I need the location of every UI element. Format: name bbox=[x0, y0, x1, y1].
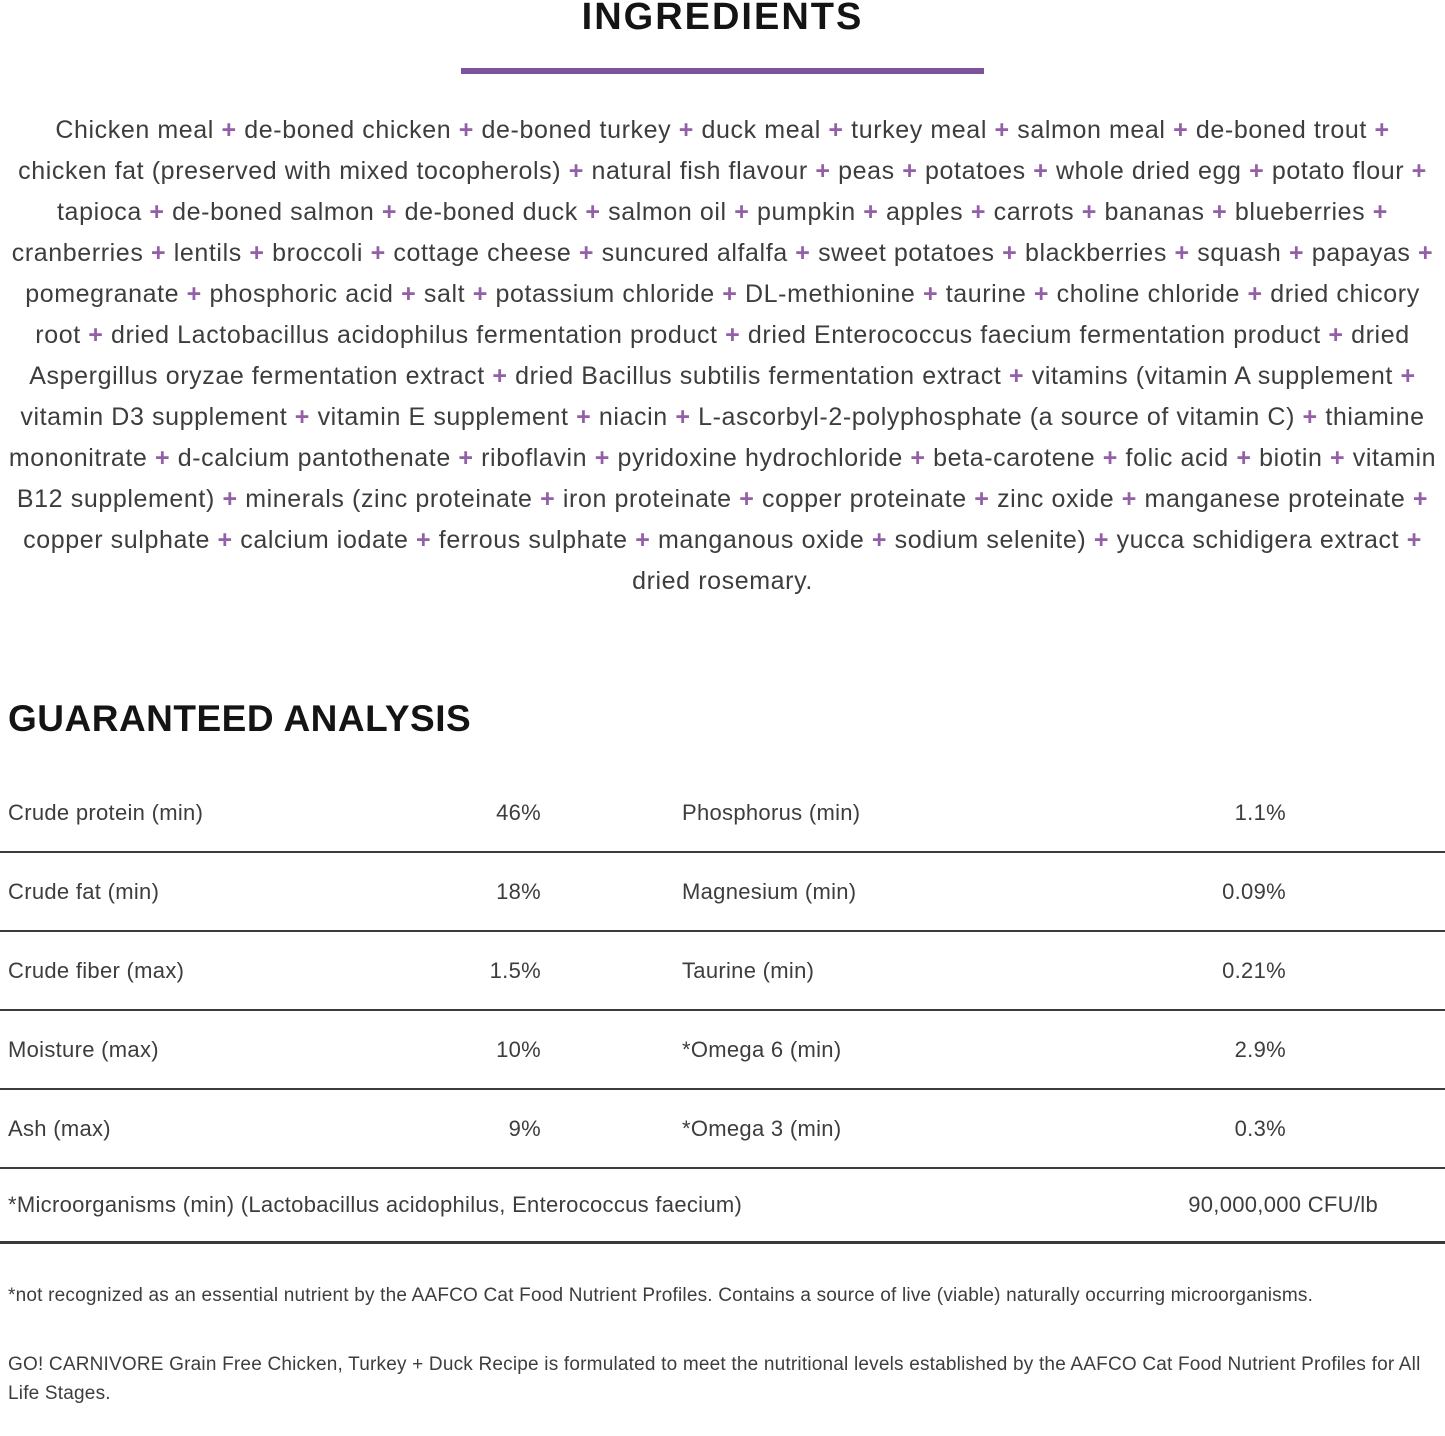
plus-separator: + bbox=[147, 444, 178, 472]
plus-separator: + bbox=[1228, 444, 1260, 472]
nutrient-value: 0.3% bbox=[1234, 1115, 1286, 1141]
ingredients-title: INGREDIENTS bbox=[581, 0, 864, 38]
plus-separator: + bbox=[1204, 198, 1235, 226]
plus-separator: + bbox=[577, 198, 609, 226]
plus-separator: + bbox=[393, 280, 424, 308]
analysis-cell-left bbox=[8, 879, 541, 905]
plus-separator: + bbox=[1405, 485, 1429, 513]
plus-separator: + bbox=[855, 198, 887, 226]
plus-separator: + bbox=[915, 280, 946, 308]
plus-separator: + bbox=[363, 239, 394, 267]
nutrient-label: Crude protein (min) bbox=[8, 799, 204, 825]
nutrient-label: Magnesium (min) bbox=[682, 878, 857, 904]
guaranteed-analysis-title: GUARANTEED ANALYSIS bbox=[8, 698, 472, 739]
analysis-cell-left bbox=[8, 800, 541, 826]
nutrient-value: 0.09% bbox=[1222, 878, 1286, 904]
plus-separator: + bbox=[726, 198, 758, 226]
analysis-cell-right bbox=[682, 958, 1286, 984]
analysis-cell-right bbox=[682, 1116, 1286, 1142]
analysis-row bbox=[0, 774, 1445, 853]
plus-separator: + bbox=[571, 239, 602, 267]
analysis-cell-right bbox=[682, 1037, 1286, 1063]
plus-separator: + bbox=[408, 526, 439, 554]
plus-separator: + bbox=[1365, 198, 1388, 226]
plus-separator: + bbox=[484, 362, 516, 390]
plus-separator: + bbox=[1001, 362, 1032, 390]
plus-separator: + bbox=[1281, 239, 1312, 267]
analysis-row bbox=[0, 853, 1445, 932]
plus-separator: + bbox=[450, 444, 482, 472]
plus-separator: + bbox=[1404, 157, 1427, 185]
plus-separator: + bbox=[287, 403, 318, 431]
plus-separator: + bbox=[568, 403, 599, 431]
plus-separator: + bbox=[807, 157, 839, 185]
plus-separator: + bbox=[731, 485, 762, 513]
plus-separator: + bbox=[963, 198, 994, 226]
nutrient-value: 10% bbox=[496, 1036, 541, 1062]
plus-separator: + bbox=[141, 198, 173, 226]
nutrient-label: Taurine (min) bbox=[682, 957, 815, 983]
nutrient-label: Phosphorus (min) bbox=[682, 799, 861, 825]
plus-separator: + bbox=[894, 157, 926, 185]
plus-separator: + bbox=[902, 444, 934, 472]
plus-separator: + bbox=[717, 321, 748, 349]
analysis-cell-left bbox=[8, 958, 541, 984]
plus-separator: + bbox=[1295, 403, 1326, 431]
nutrient-value: 0.21% bbox=[1222, 957, 1286, 983]
plus-separator: + bbox=[213, 116, 245, 144]
nutrient-value: 46% bbox=[496, 799, 541, 825]
plus-separator: + bbox=[587, 444, 618, 472]
plus-separator: + bbox=[561, 157, 592, 185]
plus-separator: + bbox=[1366, 116, 1390, 144]
plus-separator: + bbox=[966, 485, 998, 513]
plus-separator: + bbox=[1074, 198, 1105, 226]
aafco-footnote: *not recognized as an essential nutrient by the AAFCO Cat Food Nutrient Profiles. Contains a source of live (viable) naturally occurring microorganisms. bbox=[8, 1285, 1314, 1306]
plus-separator: + bbox=[1095, 444, 1126, 472]
plus-separator: + bbox=[1241, 157, 1272, 185]
plus-separator: + bbox=[671, 116, 702, 144]
plus-separator: + bbox=[864, 526, 895, 554]
plus-separator: + bbox=[820, 116, 852, 144]
nutrient-label: Crude fat (min) bbox=[8, 878, 160, 904]
nutrient-label: Ash (max) bbox=[8, 1115, 111, 1141]
plus-separator: + bbox=[1025, 157, 1057, 185]
plus-separator: + bbox=[532, 485, 563, 513]
microorganisms-row bbox=[0, 1169, 1445, 1244]
plus-separator: + bbox=[787, 239, 819, 267]
analysis-row bbox=[0, 932, 1445, 1011]
nutrient-value: 18% bbox=[496, 878, 541, 904]
plus-separator: + bbox=[241, 239, 273, 267]
plus-separator: + bbox=[1322, 444, 1353, 472]
analysis-cell-left bbox=[8, 1116, 541, 1142]
nutrient-value: 90,000,000 CFU/lb bbox=[1188, 1192, 1378, 1217]
plus-separator: + bbox=[451, 116, 482, 144]
analysis-cell-left bbox=[8, 1037, 541, 1063]
plus-separator: + bbox=[994, 239, 1025, 267]
plus-separator: + bbox=[1399, 526, 1422, 554]
analysis-row bbox=[0, 1090, 1445, 1169]
purple-divider-rule bbox=[461, 68, 984, 74]
plus-separator: + bbox=[374, 198, 405, 226]
nutrient-value: 2.9% bbox=[1234, 1036, 1286, 1062]
plus-separator: + bbox=[1026, 280, 1057, 308]
plus-separator: + bbox=[986, 116, 1018, 144]
plus-separator: + bbox=[1165, 116, 1196, 144]
plus-separator: + bbox=[714, 280, 746, 308]
plus-separator: + bbox=[1410, 239, 1434, 267]
plus-separator: + bbox=[1086, 526, 1117, 554]
plus-separator: + bbox=[210, 526, 241, 554]
analysis-cell-right bbox=[682, 800, 1286, 826]
plus-separator: + bbox=[214, 485, 246, 513]
analysis-table bbox=[0, 774, 1445, 1244]
plus-separator: + bbox=[143, 239, 174, 267]
plus-separator: + bbox=[80, 321, 112, 349]
plus-separator: + bbox=[465, 280, 496, 308]
nutrient-label: *Microorganisms (min) (Lactobacillus acidophilus, Enterococcus faecium) bbox=[8, 1192, 743, 1217]
analysis-row bbox=[0, 1011, 1445, 1090]
plus-separator: + bbox=[1239, 280, 1271, 308]
plus-separator: + bbox=[1320, 321, 1352, 349]
nutrient-label: *Omega 6 (min) bbox=[682, 1036, 842, 1062]
plus-separator: + bbox=[1392, 362, 1416, 390]
plus-separator: + bbox=[1166, 239, 1198, 267]
plus-separator: + bbox=[627, 526, 658, 554]
analysis-cell-right bbox=[682, 879, 1286, 905]
formulation-statement: GO! CARNIVORE Grain Free Chicken, Turkey + Duck Recipe is formulated to meet the nutritional levels established by the AAFCO Cat Food Nutrient Profiles for All Life Stages. bbox=[8, 1354, 1421, 1404]
nutrient-label: *Omega 3 (min) bbox=[682, 1115, 842, 1141]
nutrient-label: Crude fiber (max) bbox=[8, 957, 185, 983]
plus-separator: + bbox=[179, 280, 210, 308]
nutrient-value: 9% bbox=[508, 1115, 541, 1141]
ingredients-text: Chicken meal + de-boned chicken + de-boned turkey + duck meal + turkey meal + salmon meal + de-boned trout + chicken fat (preserved with mixed tocopherols) + natural fish flavour + peas + potatoes + whole dried egg + potato flour + tapioca + de-boned salmon + de-boned duck + salmon oil + pumpkin + apples + carrots + bananas + blueberries + cranberries + lentils + broccoli + cottage cheese + suncured alfalfa + sweet potatoes + blackberries + squash + papayas + pomegranate + phosphoric acid + salt + potassium chloride + DL-methionine + taurine + choline chloride + dried chicory root + dried Lactobacillus acidophilus fermentation product + dried Enterococcus faecium fermentation product + dried Aspergillus oryzae fermentation extract + dried Bacillus subtilis fermentation extract + vitamins (vitamin A supplement + vitamin D3 supplement + vitamin E supplement + niacin + L-ascorbyl-2-polyphosphate (a source of vitamin C) + thiamine mononitrate + d-calcium pantothenate + riboflavin + pyridoxine hydrochloride + beta-carotene + folic acid + biotin + vitamin B12 supplement) + minerals (zinc proteinate + iron proteinate + copper proteinate + zinc oxide + manganese proteinate + copper sulphate + calcium iodate + ferrous sulphate + manganous oxide + sodium selenite) + yucca schidigera extract + dried rosemary. bbox=[8, 116, 1437, 595]
plus-separator: + bbox=[667, 403, 699, 431]
nutrient-value: 1.5% bbox=[489, 957, 541, 983]
nutrient-label: Moisture (max) bbox=[8, 1036, 159, 1062]
nutrient-value: 1.1% bbox=[1234, 799, 1286, 825]
plus-separator: + bbox=[1114, 485, 1145, 513]
